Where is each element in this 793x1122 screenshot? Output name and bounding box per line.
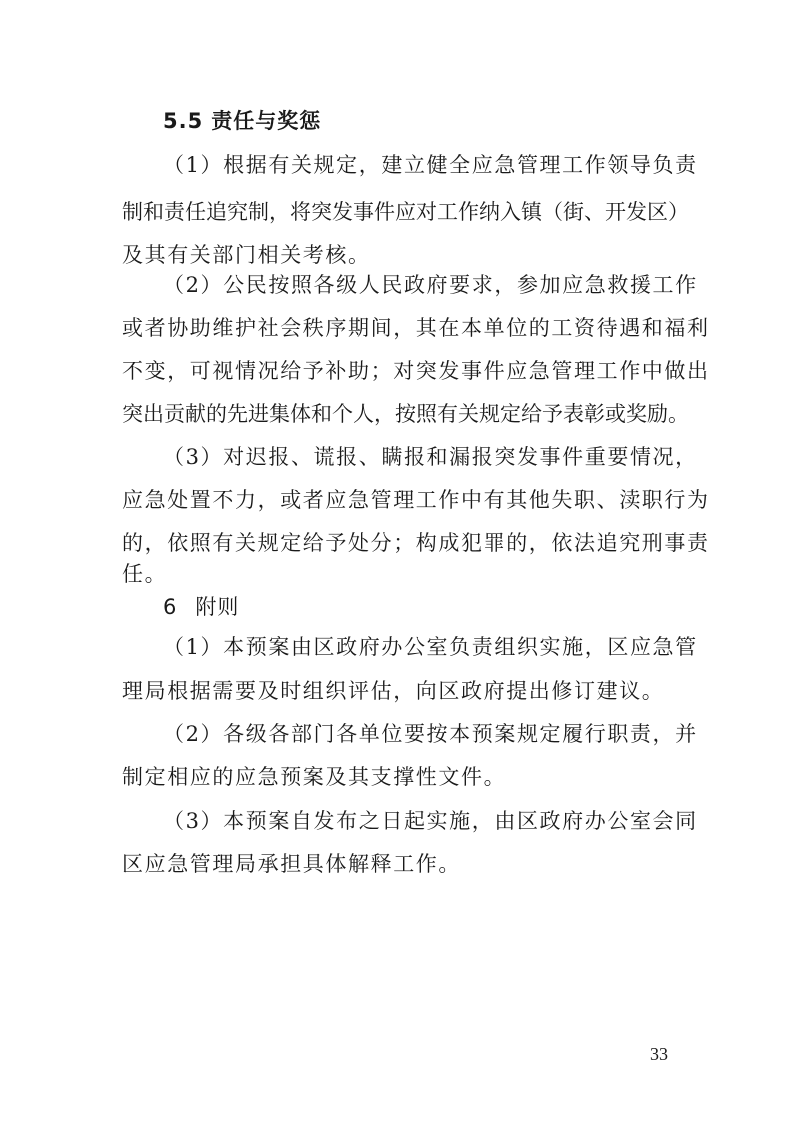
- paragraph-line: （1）根据有关规定，建立健全应急管理工作领导负责: [163, 153, 698, 177]
- section-title: 责任与奖惩: [211, 109, 322, 133]
- section-heading-6: [163, 592, 239, 622]
- section-heading-5-5: [163, 106, 321, 136]
- paragraph-line: 不变，可视情况给予补助；对突发事件应急管理工作中做出: [122, 359, 710, 383]
- paragraph-line: 制定相应的应急预案及其支撑性文件。: [122, 765, 507, 789]
- paragraph-line: 应急处置不力，或者应急管理工作中有其他失职、渎职行为: [122, 488, 710, 512]
- section-title: 附则: [195, 595, 240, 619]
- paragraph-line: 突出贡献的先进集体和个人，按照有关规定给予表彰或奖励。: [122, 402, 689, 426]
- section-number: 5.5: [163, 109, 204, 133]
- paragraph-line: （3）对迟报、谎报、瞒报和漏报突发事件重要情况，: [163, 445, 698, 469]
- page-number: 33: [650, 1044, 668, 1064]
- paragraph-line: 及其有关部门相关考核。: [122, 243, 371, 267]
- paragraph-line: （1）本预案由区政府办公室负责组织实施，区应急管: [163, 635, 698, 659]
- paragraph-line: 区应急管理局承担具体解释工作。: [122, 852, 461, 876]
- paragraph-line: （2）公民按照各级人民政府要求，参加应急救援工作: [163, 273, 698, 297]
- paragraph-line: 或者协助维护社会秩序期间，其在本单位的工资待遇和福利: [122, 316, 710, 340]
- paragraph-line: 的，依照有关规定给予处分；构成犯罪的，依法追究刑事责: [122, 531, 710, 555]
- section-number: 6: [163, 595, 178, 619]
- paragraph-line: （2）各级各部门各单位要按本预案规定履行职责，并: [163, 722, 698, 746]
- paragraph-line: 任。: [122, 562, 168, 586]
- paragraph-line: 制和责任追究制，将突发事件应对工作纳入镇（街、开发区）: [122, 200, 689, 224]
- paragraph-line: （3）本预案自发布之日起实施，由区政府办公室会同: [163, 809, 698, 833]
- paragraph-line: 理局根据需要及时组织评估，向区政府提出修订建议。: [122, 679, 665, 703]
